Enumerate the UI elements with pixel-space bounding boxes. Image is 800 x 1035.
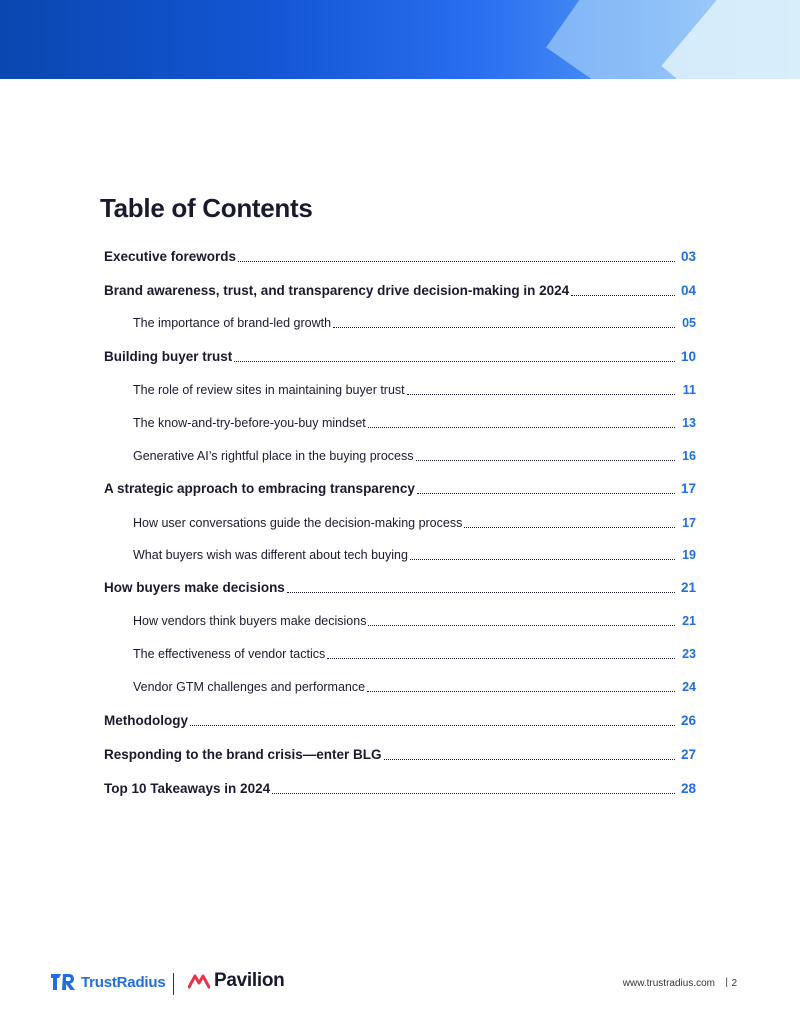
toc-dot-leader (368, 625, 675, 626)
toc-subsection-entry[interactable] (133, 544, 696, 566)
toc-section-entry[interactable] (104, 280, 696, 302)
toc-subsection-entry[interactable] (133, 445, 696, 467)
toc-entry-page-number: 19 (682, 548, 696, 562)
toc-entry-label: Methodology (104, 713, 188, 728)
toc-entry-page-number: 26 (680, 713, 696, 728)
toc-section-entry[interactable] (104, 346, 696, 368)
toc-entry-label: The role of review sites in maintaining buyer trust (133, 383, 405, 397)
toc-dot-leader (368, 427, 675, 428)
toc-subsection-entry[interactable] (133, 412, 696, 434)
toc-entry-page-number: 11 (682, 383, 696, 397)
toc-dot-leader (367, 691, 675, 692)
toc-entry-page-number: 03 (680, 249, 696, 264)
toc-section-entry[interactable] (104, 710, 696, 732)
page-footer (50, 969, 750, 999)
toc-dot-leader (407, 394, 675, 395)
toc-entry-label: How buyers make decisions (104, 580, 285, 595)
toc-dot-leader (333, 327, 675, 328)
logo-divider (173, 973, 174, 995)
toc-entry-label: Brand awareness, trust, and transparency drive decision-making in 2024 (104, 283, 570, 298)
toc-entry-page-number: 28 (680, 781, 696, 796)
toc-entry-label: A strategic approach to embracing transparency (104, 481, 415, 496)
page-number: 2 (731, 978, 737, 989)
trustradius-logo (50, 972, 165, 992)
toc-section-entry[interactable] (104, 778, 696, 800)
toc-entry-page-number: 24 (682, 680, 696, 694)
toc-entry-label: Executive forewords (104, 249, 237, 264)
pavilion-logo (188, 970, 284, 992)
toc-entry-label: What buyers wish was different about tech buying (133, 548, 408, 562)
toc-dot-leader (238, 261, 675, 262)
toc-section-entry[interactable] (104, 577, 696, 599)
toc-subsection-entry[interactable] (133, 379, 696, 401)
toc-entry-page-number: 17 (680, 481, 696, 496)
toc-subsection-entry[interactable] (133, 512, 696, 534)
toc-dot-leader (384, 759, 675, 760)
toc-entry-label: Generative AI’s rightful place in the buying process (133, 449, 414, 463)
toc-section-entry[interactable] (104, 478, 696, 500)
footer-url[interactable]: www.trustradius.com (622, 978, 715, 989)
toc-entry-label: The effectiveness of vendor tactics (133, 647, 326, 661)
toc-entry-page-number: 21 (682, 614, 696, 628)
toc-dot-leader (287, 592, 675, 593)
trustradius-logo-text: TrustRadius (81, 973, 166, 991)
page-title: Table of Contents (100, 193, 313, 223)
toc-dot-leader (272, 793, 675, 794)
toc-dot-leader (410, 559, 675, 560)
toc-entry-page-number: 04 (680, 283, 696, 298)
toc-dot-leader (464, 527, 675, 528)
header-banner (0, 0, 800, 79)
toc-subsection-entry[interactable] (133, 643, 696, 665)
toc-subsection-entry[interactable] (133, 676, 696, 698)
toc-entry-page-number: 27 (680, 747, 696, 762)
toc-dot-leader (327, 658, 675, 659)
toc-subsection-entry[interactable] (133, 610, 696, 632)
trustradius-logo-icon (50, 972, 76, 992)
toc-entry-label: How vendors think buyers make decisions (133, 614, 367, 628)
toc-dot-leader (417, 493, 675, 494)
toc-section-entry[interactable] (104, 744, 696, 766)
toc-entry-label: The know-and-try-before-you-buy mindset (133, 416, 366, 430)
pavilion-logo-icon (188, 972, 210, 990)
toc-entry-label: How user conversations guide the decision-making process (133, 516, 463, 530)
toc-entry-label: Building buyer trust (104, 349, 233, 364)
toc-entry-page-number: 21 (680, 580, 696, 595)
toc-entry-label: The importance of brand-led growth (133, 316, 332, 330)
toc-entry-page-number: 05 (682, 316, 696, 330)
toc-entry-label: Vendor GTM challenges and performance (133, 680, 366, 694)
toc-entry-page-number: 17 (682, 516, 696, 530)
toc-dot-leader (234, 361, 675, 362)
toc-entry-page-number: 23 (682, 647, 696, 661)
pavilion-logo-text: Pavilion (214, 970, 285, 991)
toc-entry-label: Responding to the brand crisis—enter BLG (104, 747, 382, 762)
toc-entry-page-number: 10 (680, 349, 696, 364)
toc-entry-label: Top 10 Takeaways in 2024 (104, 781, 271, 796)
toc-dot-leader (571, 295, 675, 296)
toc-entry-page-number: 16 (682, 449, 696, 463)
toc-entry-page-number: 13 (682, 416, 696, 430)
toc-subsection-entry[interactable] (133, 312, 696, 334)
toc-section-entry[interactable] (104, 246, 696, 268)
toc-dot-leader (416, 460, 676, 461)
toc-dot-leader (190, 725, 675, 726)
footer-separator: | (725, 977, 728, 988)
